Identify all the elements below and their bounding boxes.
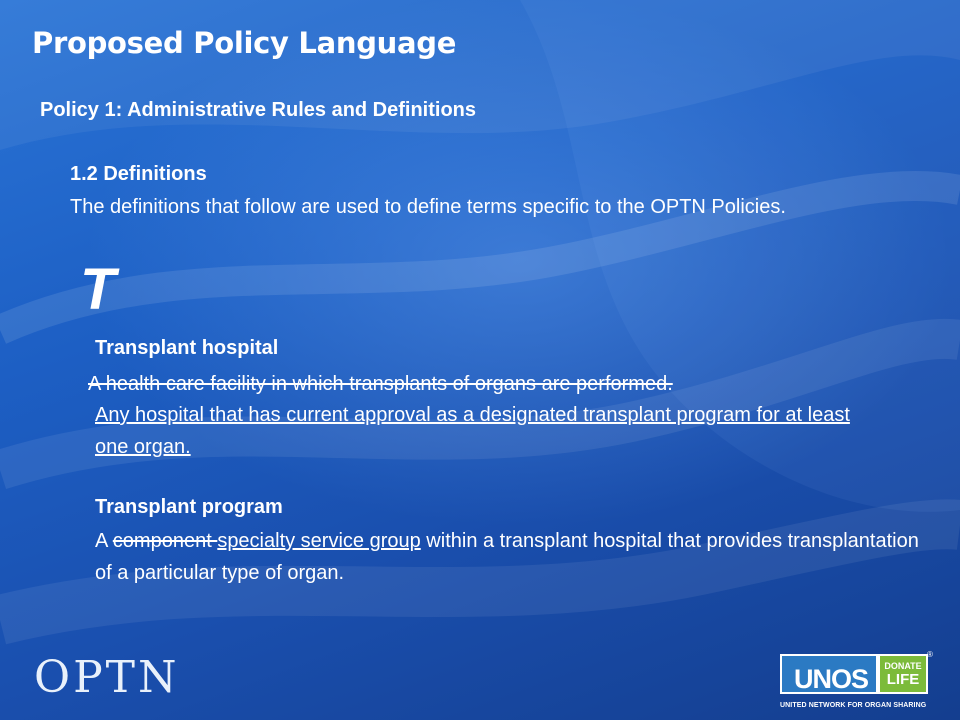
deleted-word: component (112, 530, 218, 552)
definition-suffix: within a transplant hospital that provides transplantation of a particular type of organ. (95, 530, 919, 584)
policy-heading: Policy 1: Administrative Rules and Definitions (40, 99, 477, 121)
optn-logo: OPTN (34, 652, 180, 703)
slide-title: Proposed Policy Language (32, 26, 457, 60)
section-body: The definitions that follow are used to define terms specific to the OPTN Policies. (70, 196, 786, 218)
unos-logo-box (780, 654, 878, 694)
donate-life-box (878, 654, 928, 694)
term-transplant-program: Transplant program (95, 496, 283, 518)
inserted-definition: Any hospital that has current approval as a designated transplant program for at least one organ. (95, 404, 850, 458)
term-transplant-hospital: Transplant hospital (95, 337, 279, 359)
life-text: LIFE (886, 671, 920, 688)
section-heading: 1.2 Definitions (70, 163, 207, 185)
unos-donate-life-logo (780, 650, 932, 714)
alphabet-letter: T (80, 257, 116, 322)
program-definition (95, 525, 925, 589)
inserted-phrase: specialty service group (217, 530, 421, 552)
definition-prefix: A (95, 530, 113, 552)
donate-text: DONATE (884, 661, 922, 671)
unos-logo-text: UNOS (793, 664, 868, 694)
unos-tagline: UNITED NETWORK FOR ORGAN SHARING (780, 702, 927, 709)
registered-mark: ® (927, 650, 933, 659)
deleted-definition: A health care facility in which transplants of organs are performed. (88, 373, 673, 395)
